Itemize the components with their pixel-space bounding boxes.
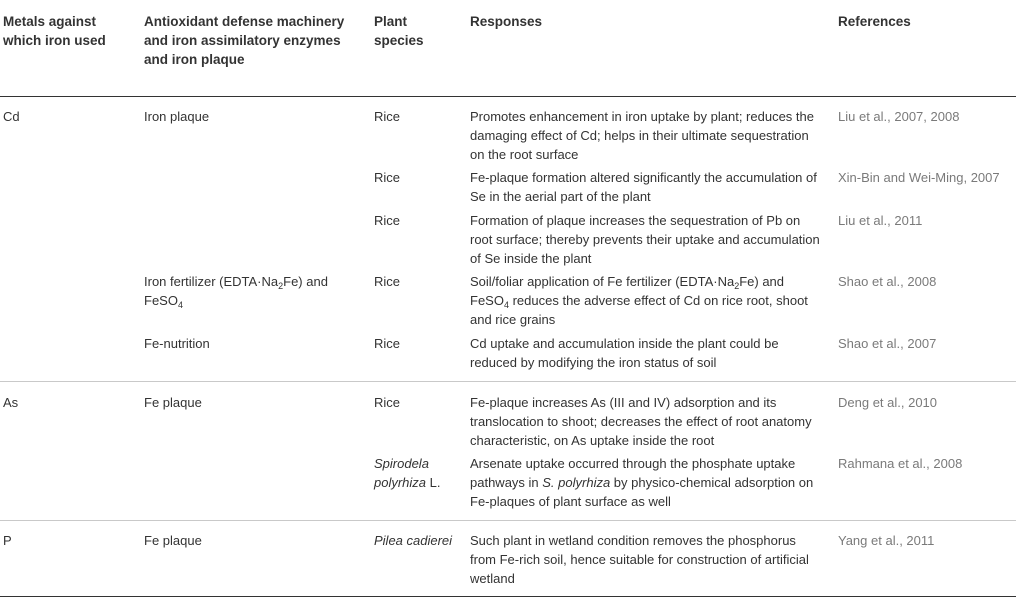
header-metals: Metals against which iron used bbox=[3, 14, 106, 48]
header-defense: Antioxidant defense machinery and iron assimilatory enzymes and iron plaque bbox=[144, 14, 345, 67]
subscript: 2 bbox=[278, 281, 284, 291]
cell-reference: Xin-Bin and Wei-Ming, 2007 bbox=[838, 170, 1000, 185]
cell-species: Rice bbox=[374, 274, 401, 289]
cell-defense: Fe-nutrition bbox=[144, 336, 210, 351]
response-text-1: Arsenate uptake occurred through the phosphate uptake pathways in bbox=[470, 456, 796, 490]
response-text-1: Soil/foliar application of Fe fertilizer (EDTA·Na bbox=[470, 274, 735, 289]
cell-defense: Fe plaque bbox=[144, 533, 202, 548]
cell-reference: Rahmana et al., 2008 bbox=[838, 456, 963, 471]
header-divider bbox=[0, 96, 1016, 97]
cell-response: Such plant in wetland condition removes the phosphorus from Fe-rich soil, hence suitable for construction of artificial wetland bbox=[470, 533, 809, 586]
response-italic: S. polyrhiza bbox=[542, 475, 611, 490]
species-italic: Pilea cadierei bbox=[374, 533, 453, 548]
group-divider bbox=[0, 381, 1016, 382]
cell-reference: Liu et al., 2007, 2008 bbox=[838, 109, 960, 124]
cell-response: Cd uptake and accumulation inside the plant could be reduced by modifying the iron status of soil bbox=[470, 336, 779, 370]
response-text-2: by physico-chemical adsorption on Fe-plaques of plant surface as well bbox=[470, 475, 814, 509]
cell-response: Formation of plaque increases the sequestration of Pb on root surface; thereby prevents their uptake and accumulation of Se inside the plant bbox=[470, 213, 820, 266]
cell-metal: Cd bbox=[3, 109, 20, 124]
cell-species: Rice bbox=[374, 395, 401, 410]
species-suffix: L. bbox=[426, 475, 441, 490]
subscript: 4 bbox=[503, 300, 509, 310]
response-text-2: Fe) and FeSO bbox=[470, 274, 785, 308]
cell-reference: Shao et al., 2007 bbox=[838, 336, 937, 351]
defense-text-1: Iron fertilizer (EDTA·Na bbox=[144, 274, 279, 289]
cell-reference: Liu et al., 2011 bbox=[838, 213, 923, 228]
cell-response: Promotes enhancement in iron uptake by plant; reduces the damaging effect of Cd; helps in their ultimate sequestration on the root surface bbox=[470, 109, 814, 162]
cell-species bbox=[374, 454, 454, 492]
header-references: References bbox=[838, 14, 911, 29]
cell-species: Rice bbox=[374, 213, 401, 228]
cell-species: Rice bbox=[374, 170, 401, 185]
defense-text-2: Fe) and FeSO bbox=[144, 274, 328, 308]
cell-metal: As bbox=[3, 395, 19, 410]
table-bottom-rule bbox=[0, 596, 1016, 597]
cell-metal: P bbox=[3, 533, 12, 548]
header-responses: Responses bbox=[470, 14, 543, 29]
group-divider bbox=[0, 520, 1016, 521]
cell-species: Rice bbox=[374, 109, 401, 124]
header-species: Plant species bbox=[374, 14, 424, 48]
cell-reference: Shao et al., 2008 bbox=[838, 274, 937, 289]
cell-response: Fe-plaque formation altered significantly the accumulation of Se in the aerial part of the plant bbox=[470, 170, 817, 204]
cell-species bbox=[374, 531, 454, 550]
cell-reference: Deng et al., 2010 bbox=[838, 395, 938, 410]
cell-response bbox=[470, 454, 820, 511]
cell-response: Fe-plaque increases As (III and IV) adsorption and its translocation to shoot; decreases the effect of root anatomy characteristic, on As uptake inside the root bbox=[470, 395, 812, 448]
cell-response bbox=[470, 272, 820, 329]
cell-defense bbox=[144, 272, 359, 310]
subscript: 2 bbox=[734, 281, 740, 291]
response-text-3: reduces the adverse effect of Cd on rice root, shoot and rice grains bbox=[470, 293, 808, 327]
subscript: 4 bbox=[177, 300, 183, 310]
cell-defense: Iron plaque bbox=[144, 109, 210, 124]
cell-species: Rice bbox=[374, 336, 401, 351]
cell-reference: Yang et al., 2011 bbox=[838, 533, 935, 548]
cell-defense: Fe plaque bbox=[144, 395, 202, 410]
species-italic: Spirodela polyrhiza bbox=[374, 456, 429, 490]
